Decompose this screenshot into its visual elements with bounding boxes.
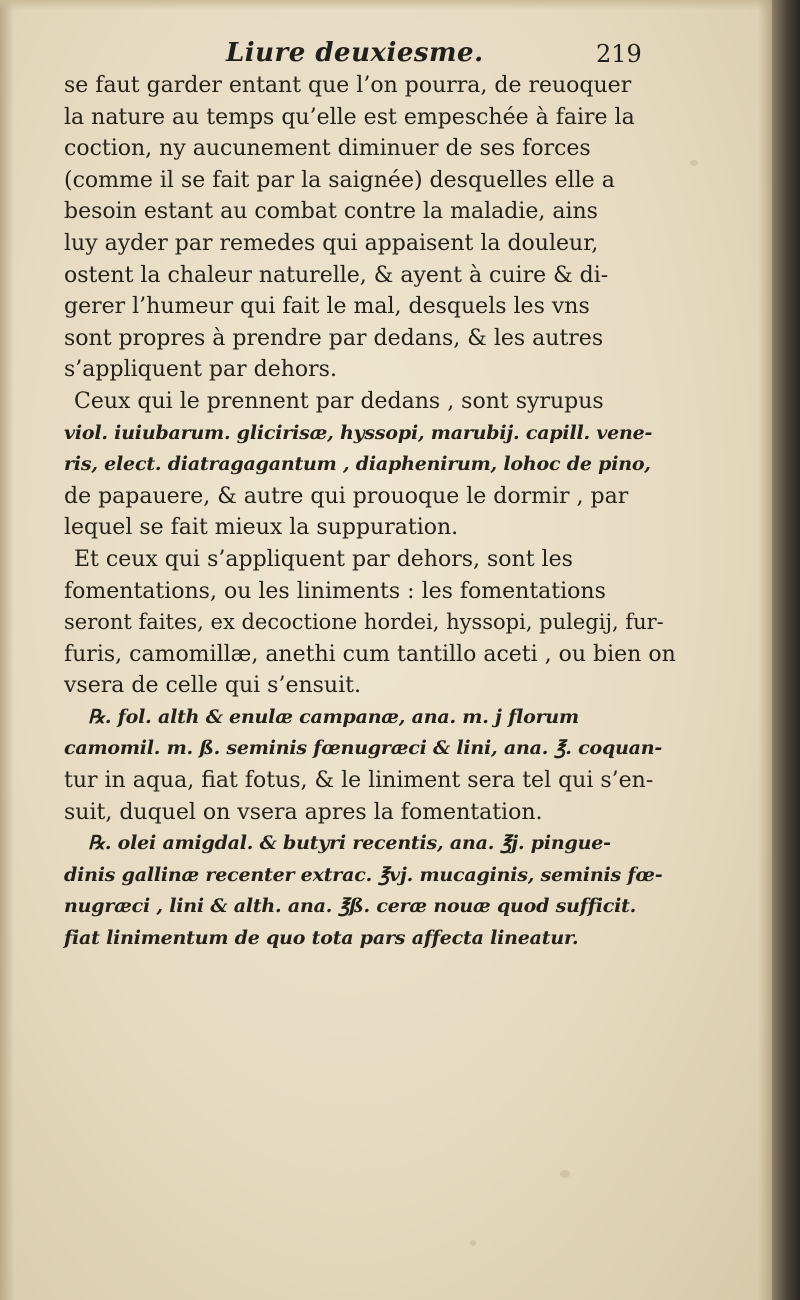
latin-text-line: ris, elect. diatragagantum , diaphenirum, lohoc de pino, [64, 453, 651, 476]
recipe-line: fiat linimentum de quo tota pars affecta lineatur. [64, 927, 579, 950]
paragraph-start-line: Ceux qui le prennent par dedans , sont syrupus [74, 388, 604, 414]
running-title: Liure deuxiesme. [226, 38, 484, 68]
paper-stain [470, 1240, 476, 1246]
recipe-line: camomil. m. ß. seminis fœnugræci & lini, ana. ℥. coquan- [64, 737, 663, 760]
book-binding-gutter [772, 0, 800, 1300]
latin-text-line: viol. iuiubarum. glicirisæ, hyssopi, marubij. capill. vene- [64, 421, 653, 444]
text-line: (comme il se fait par la saignée) desquelles elle a [64, 167, 615, 193]
recipe-line: ℞. fol. alth & enulæ campanæ, ana. m. j florum [88, 705, 579, 728]
recipe-line: nugræci , lini & alth. ana. ℥ß. ceræ nouæ quod sufficit. [64, 895, 637, 918]
paper-stain [560, 1170, 570, 1178]
page-number: 219 [596, 40, 642, 68]
text-line: vsera de celle qui s’ensuit. [64, 673, 361, 699]
text-line: tur in aqua, fiat fotus, & le liniment sera tel qui s’en- [64, 768, 654, 794]
text-line: luy ayder par remedes qui appaisent la douleur, [64, 230, 599, 256]
text-line: s’appliquent par dehors. [64, 357, 337, 383]
paragraph-start-line: Et ceux qui s’appliquent par dehors, sont les [74, 546, 573, 572]
text-line: furis, camomillæ, anethi cum tantillo aceti , ou bien on [64, 641, 676, 667]
text-line: coction, ny aucunement diminuer de ses forces [64, 136, 591, 162]
text-line: lequel se fait mieux la suppuration. [64, 515, 459, 541]
text-line: sont propres à prendre par dedans, & les autres [64, 325, 604, 351]
text-line: gerer l’humeur qui fait le mal, desquels les vns [64, 294, 590, 320]
paper-stain [690, 160, 698, 166]
page-left-edge-shadow [0, 0, 14, 1300]
recipe-line: ℞. olei amigdal. & butyri recentis, ana. ℥j. pingue- [88, 832, 611, 855]
text-line: se faut garder entant que l’on pourra, de reuoquer [64, 73, 632, 98]
recipe-line: dinis gallinæ recenter extrac. ℥vj. mucaginis, seminis fœ- [64, 863, 663, 886]
text-line: de papauere, & autre qui prouoque le dormir , par [64, 483, 629, 509]
text-line: la nature au temps qu’elle est empeschée à faire la [64, 104, 635, 130]
binding-shadow [758, 0, 772, 1300]
text-line: ostent la chaleur naturelle, & ayent à cuire & di- [64, 262, 609, 288]
text-line: besoin estant au combat contre la maladie, ains [64, 199, 598, 225]
text-line: seront faites, ex decoctione hordei, hyssopi, pulegij, fur- [64, 610, 664, 635]
page-top-edge-shadow [0, 0, 772, 10]
text-line: suit, duquel on vsera apres la fomentation. [64, 799, 543, 825]
body-text [64, 70, 676, 955]
text-line: fomentations, ou les liniments : les fomentations [64, 578, 606, 604]
